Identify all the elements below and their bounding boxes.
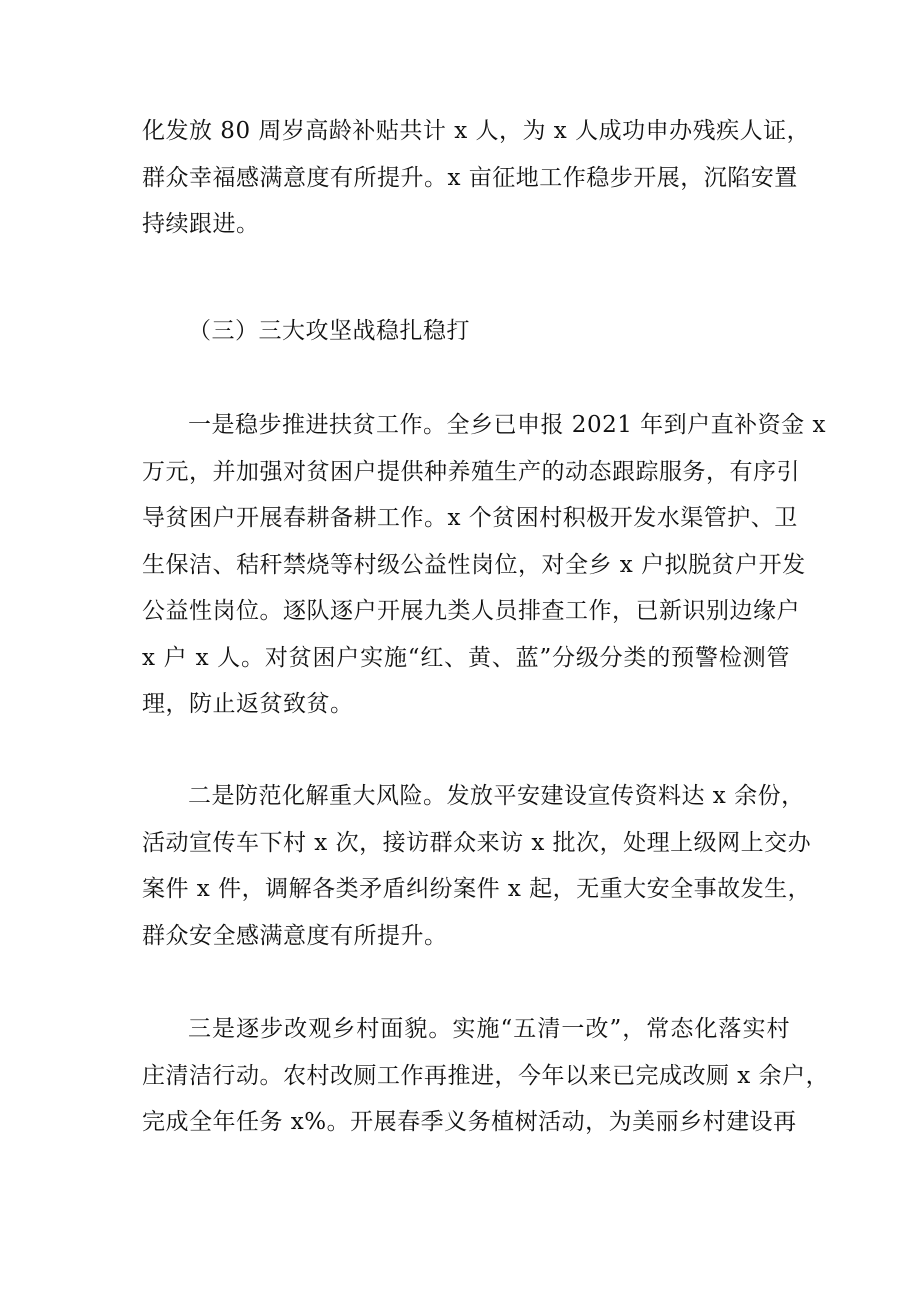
section-heading: （三）三大攻坚战稳扎稳打: [188, 318, 470, 344]
text-line: 完成全年任务 x%。开展春季义务植树活动，为美丽乡村建设再: [142, 1109, 797, 1135]
text-line: 庄清洁行动。农村改厕工作再推进，今年以来已完成改厕 x 余户，: [142, 1062, 830, 1089]
text-line: 万元，并加强对贫困户提供种养殖生产的动态跟踪服务，有序引: [142, 458, 800, 485]
paragraph-village-appearance: [142, 1006, 830, 1146]
text-line: 一是稳步推进扶贫工作。全乡已申报 2021 年到户直补资金 x: [188, 412, 826, 438]
paragraph-poverty-alleviation: [142, 402, 826, 728]
text-line: 理，防止返贫致贫。: [142, 691, 354, 717]
text-line: 三是逐步改观乡村面貌。实施“五清一改”，常态化落实村: [188, 1016, 790, 1042]
text-line: 二是防范化解重大风险。发放平安建设宣传资料达 x 余份，: [188, 783, 805, 809]
text-line: 化发放 80 周岁高龄补贴共计 x 人，为 x 人成功申办残疾人证，: [142, 118, 811, 144]
text-line: 群众幸福感满意度有所提升。x 亩征地工作稳步开展，沉陷安置: [142, 164, 798, 191]
text-line: 持续跟进。: [142, 211, 260, 237]
paragraph-risk-prevention: [142, 773, 812, 959]
text-line: 导贫困户开展春耕备耕工作。x 个贫困村积极开发水渠管护、卫: [142, 505, 798, 531]
text-line: 公益性岗位。逐队逐户开展九类人员排查工作，已新识别边缘户: [142, 598, 800, 624]
text-line: 活动宣传车下村 x 次，接访群众来访 x 批次，处理上级网上交办: [142, 829, 812, 856]
text-line: 案件 x 件，调解各类矛盾纠纷案件 x 起，无重大安全事故发生，: [142, 876, 812, 902]
text-line: 生保洁、秸秆禁烧等村级公益性岗位，对全乡 x 户拟脱贫户开发: [142, 551, 806, 578]
text-line: 群众安全感满意度有所提升。: [142, 922, 448, 949]
paragraph-elderly-subsidy: [142, 108, 811, 248]
text-line: x 户 x 人。对贫困户实施“红、黄、蓝”分级分类的预警检测管: [142, 644, 790, 671]
